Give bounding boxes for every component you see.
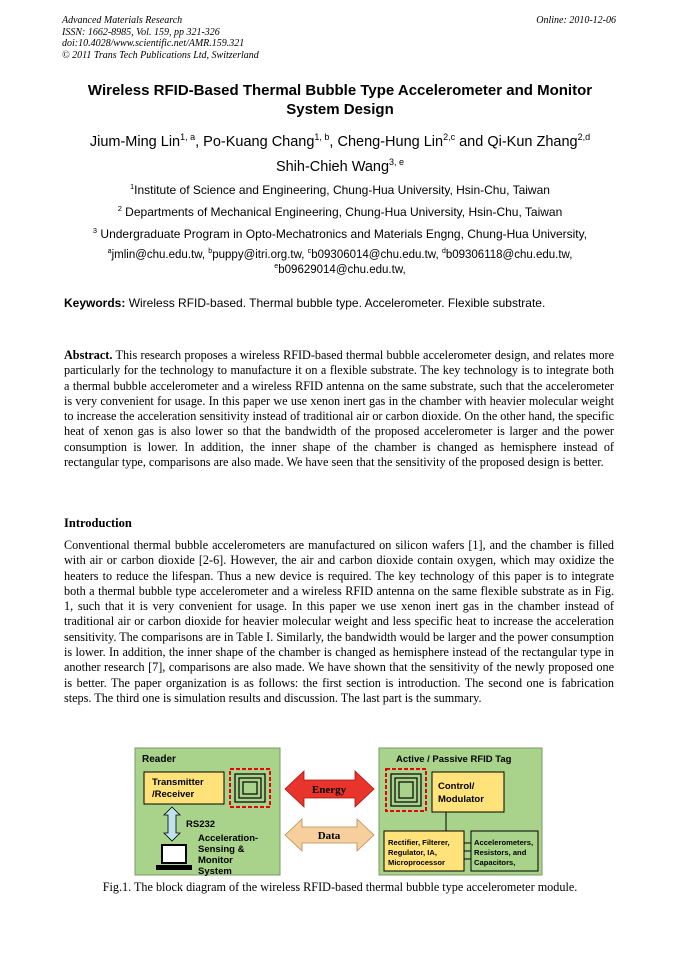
abstract-label: Abstract.: [64, 348, 113, 362]
author-list: [50, 130, 630, 180]
transmitter-line2: /Receiver: [152, 789, 195, 800]
monitor-line2: Sensing &: [198, 844, 245, 855]
abstract-text: This research proposes a wireless RFID-based thermal bubble accelerometer design, and relates more particularly for the technology to manufacture it on a flexible substrate. The key technology is to integrate both a thermal bubble accelerometer and a wireless RFID antenna on the same substrate, such that the accelerometer is very convenient for usage. In this paper we use xenon inert gas in the chamber with heavier molecular weight to increase the acceleration sensitivity instead of traditional air or carbon dioxide. On the other hand, the specific heat of xenon gas is also lower so that the bandwidth of the proposed accelerometer is larger and the power consumption is lower. In addition, the inner shape of the chamber is changed as hemisphere instead of rectangular type, comparisons are also made. We have seen that the sensitivity of the proposed design is better.: [64, 348, 614, 470]
online-date: Online: 2010-12-06: [536, 15, 616, 26]
section-heading-introduction: Introduction: [64, 516, 132, 530]
abstract: [64, 348, 614, 470]
email[interactable]: b09306014@chu.edu.tw,: [311, 249, 442, 261]
email[interactable]: puppy@itri.org.tw,: [212, 249, 308, 261]
control-modulator-block: [432, 772, 504, 812]
monitor-line4: System: [198, 866, 232, 877]
monitor-line1: Acceleration-: [198, 833, 259, 844]
control-line1: Control/: [438, 781, 475, 792]
author-separator: ,: [195, 134, 204, 150]
email[interactable]: jmlin@chu.edu.tw,: [111, 249, 209, 261]
email-line-2: $^e$b09629014@chu.edu.tw,: [274, 262, 406, 276]
doi: doi:10.4028/www.scientific.net/AMR.159.321: [62, 38, 245, 49]
rectifier-line1: Rectifier, Filterer,: [388, 838, 450, 847]
keywords-text: Wireless RFID-based. Thermal bubble type. Accelerometer. Flexible substrate.: [125, 296, 546, 310]
author-affil: 1, a: [180, 132, 196, 143]
energy-label: Energy: [311, 784, 347, 796]
author-name: Qi-Kun Zhang: [487, 134, 578, 150]
author-affil: 3, e: [389, 157, 405, 168]
rectifier-line3: Microprocessor: [388, 858, 445, 867]
rs232-label: RS232: [186, 819, 216, 830]
author-separator: and: [455, 134, 488, 150]
email[interactable]: b09629014@chu.edu.tw,: [278, 264, 406, 276]
introduction-text: Conventional thermal bubble accelerometers are manufactured on silicon wafers [1], and the chamber is filled with air or carbon dioxide [2-6]. However, the air and carbon dioxide contain oxygen, which may oxidize the heaters to reduce the lifespan. Thus a new device is required. The key technology of this paper is to integrate both a thermal bubble type accelerometer and a wireless RFID antenna on the same flexible substrate as in Fig. 1, such that it is very convenient for usage. In this paper we use xenon inert gas in the chamber instead of traditional air or carbon dioxide for heavier molecular weight and less specific heat to increase the acceleration sensitivity. The comparisons are in Table I. Similarly, the bandwidth would be larger and the power consumption is lower. In addition, the inner shape of the chamber is changed as hemisphere instead of the rectangular type in another research [7], comparisons are also made. We have shown that the sensitivity of the newly proposed one is better. The paper organization is as follows: the first section is introduction. The second one is fabrication steps. The third one is simulation results and discussion. The last part is the summary.: [64, 538, 614, 705]
accel-line3: Capacitors,: [474, 858, 516, 867]
author-name: Po-Kuang Chang: [203, 134, 315, 150]
running-header: [62, 15, 259, 61]
author-line-2: [50, 155, 630, 180]
data-label: Data: [317, 830, 341, 842]
title-line-1: Wireless RFID-Based Thermal Bubble Type Accelerometer and Monitor: [87, 82, 593, 99]
block-diagram-figure: [134, 747, 544, 877]
author-emails: [60, 248, 620, 278]
author-name: Jium-Ming Lin: [89, 134, 181, 150]
email-line-1: $^a$jmlin@chu.edu.tw, $^b$puppy@itri.org.tw, $^c$b09306014@chu.edu.tw, $^d$b09306118@chu.edu.tw,: [107, 247, 573, 261]
monitor-line3: Monitor: [198, 855, 233, 866]
accel-line2: Resistors, and: [474, 848, 527, 857]
journal-name: Advanced Materials Research: [62, 15, 183, 26]
author-affil: 1, b: [314, 132, 330, 143]
author-name: Cheng-Hung Lin: [337, 134, 444, 150]
reader-label: Reader: [142, 754, 176, 765]
author-line-1: [50, 130, 630, 155]
affiliation-2: $^2$ Departments of Mechanical Engineering, Chung-Hua University, Hsin-Chu, Taiwan: [117, 204, 563, 219]
paper-title: [60, 81, 620, 119]
tag-label: Active / Passive RFID Tag: [396, 754, 512, 765]
author-separator: ,: [329, 134, 338, 150]
title-line-2: System Design: [286, 101, 394, 118]
accel-line1: Accelerometers,: [474, 838, 534, 847]
keywords: [64, 296, 624, 311]
author-name: Shih-Chieh Wang: [275, 159, 390, 175]
rectifier-line2: Regulator, IA,: [388, 848, 437, 857]
copyright: © 2011 Trans Tech Publications Ltd, Switzerland: [62, 49, 259, 61]
figure-caption: Fig.1. The block diagram of the wireless RFID-based thermal bubble type accelerometer module.: [102, 880, 578, 894]
computer-monitor-icon: [156, 845, 192, 870]
email[interactable]: b09306118@chu.edu.tw,: [445, 249, 573, 261]
author-affil: 2,d: [577, 132, 591, 143]
keywords-label: Keywords:: [64, 296, 126, 310]
affiliation-3: $^3$ Undergraduate Program in Opto-Mechatronics and Materials Engng, Chung-Hua University,: [92, 226, 588, 241]
issn: ISSN: 1662-8985, Vol. 159, pp 321-326: [62, 26, 220, 38]
transmitter-line1: Transmitter: [152, 777, 204, 788]
control-line2: Modulator: [438, 794, 484, 805]
author-affil: 2,c: [443, 132, 456, 143]
affiliation-1: $^1$Institute of Science and Engineering, Chung-Hua University, Hsin-Chu, Taiwan: [130, 182, 550, 197]
